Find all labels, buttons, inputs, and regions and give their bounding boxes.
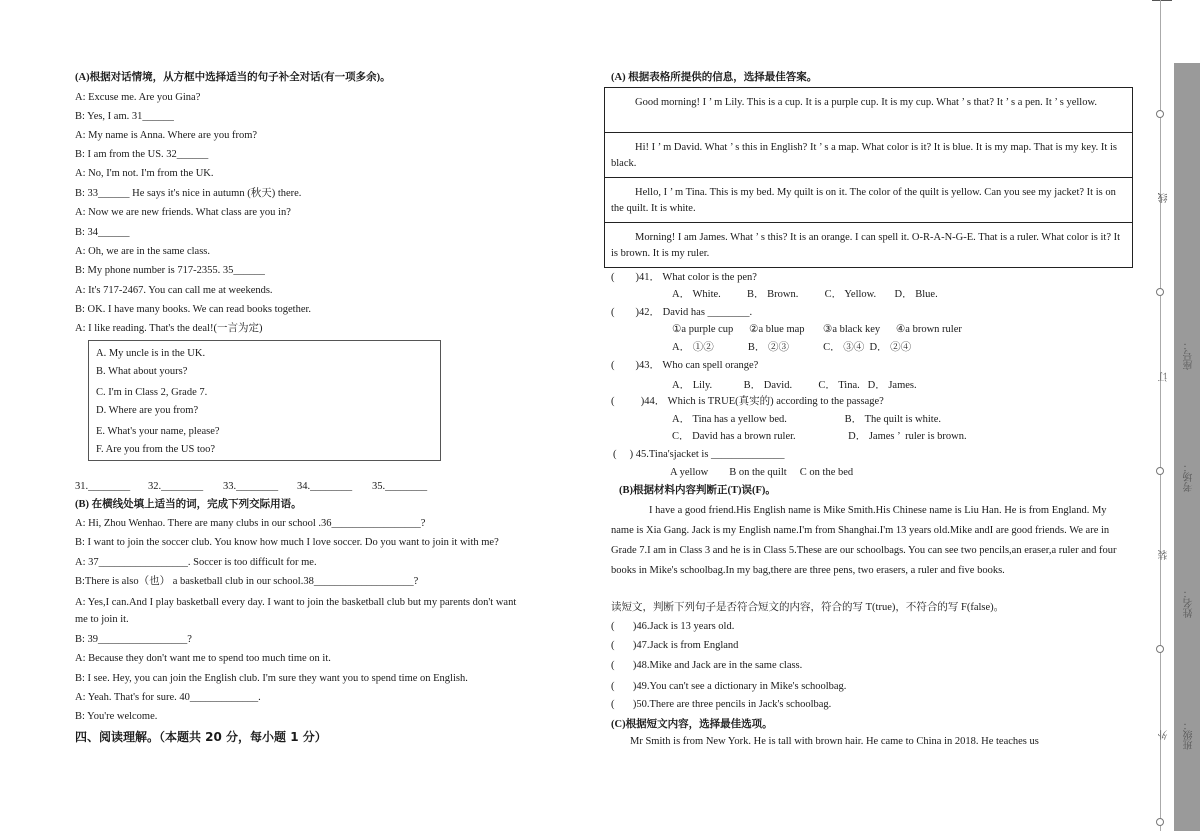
answer-blank: 32.________ (148, 481, 204, 492)
margin-label-line: 线 (1159, 193, 1170, 203)
question-options: A． Lily. B． David. C． Tina. D． James. (672, 380, 917, 391)
dialog-b-line: B: You're welcome. (75, 711, 158, 722)
dialog-line: A: Excuse me. Are you Gina? (75, 92, 201, 103)
dialog-line: B: 34______ (75, 227, 130, 238)
passage-row: Hello, I ’ m Tina. This is my bed. My quilt is on it. The color of the quilt is yellow. Can you see my jacket? It is on the quilt. It is white. (605, 178, 1132, 223)
dialog-line: A: No, I'm not. I'm from the UK. (75, 168, 214, 179)
answer-blank: 34.________ (297, 481, 353, 492)
passages-table (604, 87, 1133, 268)
hole-circle (1156, 645, 1164, 653)
option-item: D. Where are you from? (96, 405, 199, 416)
dialog-line: A: Oh, we are in the same class. (75, 246, 210, 257)
passage-row: Morning! I am James. What ’ s this? It is an orange. I can spell it. O-R-A-N-G-E. That is a ruler. What color is it? It is brown. It is my ruler. (611, 232, 1121, 259)
hole-circle (1156, 288, 1164, 296)
option-item: C. I'm in Class 2, Grade 7. (96, 387, 208, 398)
dialog-line: B: My phone number is 717-2355. 35______ (75, 265, 265, 276)
dialog-b-line: A: Yes,I can.And I play basketball every day. I want to join the basketball club but my parents don't want (75, 597, 517, 608)
dialog-b-line: me to join it. (75, 614, 129, 625)
margin-label-seat: 座号： (1184, 340, 1195, 370)
margin-label-bind: 订 (1159, 372, 1170, 382)
hole-circle (1156, 110, 1164, 118)
dialog-b-line: A: Yeah. That's for sure. 40_____________. (75, 692, 261, 703)
margin-label-install: 装 (1159, 550, 1170, 560)
dialog-line: B: Yes, I am. 31______ (75, 111, 174, 122)
dialog-line: A: Now we are new friends. What class are you in? (75, 207, 291, 218)
option-item: F. Are you from the US too? (96, 444, 216, 455)
dialog-b-line: A: Hi, Zhou Wenhao. There are many clubs in our school .36_________________? (75, 518, 426, 529)
question-options: A． Tina has a yellow bed. B． The quilt is white. (672, 414, 942, 425)
dialog-b-line: B: I want to join the soccer club. You know how much I love soccer. Do you want to join it with me? (75, 537, 499, 548)
option-item: B. What about yours? (96, 366, 188, 377)
dialog-b-line: B: 39_________________? (75, 634, 192, 645)
dialog-line: B: I am from the US. 32______ (75, 149, 209, 160)
section-a-title: (A)根据对话情境，从方框中选择适当的句子补全对话(有一项多余)。 (75, 72, 391, 83)
cut-line (1160, 0, 1161, 831)
dialog-line: A: My name is Anna. Where are you from? (75, 130, 258, 141)
section-4-title: 四、阅读理解。（本题共 20 分，每小题 1 分） (75, 730, 327, 744)
margin-label-outer: 外 (1159, 730, 1170, 740)
dialog-b-line: A: 37_________________. Soccer is too difficult for me. (75, 557, 317, 568)
question: ( )43． Who can spell orange? (611, 360, 759, 371)
question: ( )42． David has ________. (611, 307, 753, 318)
answer-blank: 35.________ (372, 481, 428, 492)
question-options: A． White. B． Brown. C． Yellow. D． Blue. (672, 289, 938, 300)
question: ( )41． What color is the pen? (611, 272, 757, 283)
question: ( ) 45.Tina'sjacket is ______________ (613, 449, 785, 460)
top-rule (1152, 0, 1172, 1)
right-section-b-title: (B)根据材料内容判断正(T)误(F)。 (619, 485, 776, 496)
passage-row: Hi! I ’ m David. What ’ s this in English? It ’ s a map. What color is it? It is blue. It is my map. That is my key. It is black. (605, 133, 1132, 178)
answer-blank: 31.________ (75, 481, 131, 492)
question-items: ①a purple cup ②a blue map ③a black key ④a brown ruler (672, 324, 962, 335)
answer-blank: 33.________ (223, 481, 279, 492)
question-options: A． ①② B． ②③ C． ③④ D． ②④ (672, 342, 912, 353)
dialog-line: A: I like reading. That's the deal!(一言为定) (75, 323, 263, 334)
passage-c: Mr Smith is from New York. He is tall with brown hair. He came to China in 2018. He teaches us (630, 736, 1039, 747)
margin-label-class: 班级： (1184, 720, 1195, 750)
dialog-b-line: B: I see. Hey, you can join the English club. I'm sure they want you to spend time on English. (75, 673, 468, 684)
tf-item: ( )46.Jack is 13 years old. (611, 621, 735, 632)
dialog-b-line: B:There is also（也） a basketball club in our school.38___________________? (75, 576, 419, 587)
question: ( )44． Which is TRUE(真实的) according to the passage? (611, 396, 884, 407)
dialog-line: A: It's 717-2467. You can call me at weekends. (75, 285, 273, 296)
dialog-line: B: OK. I have many books. We can read books together. (75, 304, 312, 315)
margin-label-name: 姓名： (1184, 588, 1195, 618)
options-box (88, 340, 441, 461)
margin-label-room: 考场： (1184, 462, 1195, 492)
passage-b: I have a good friend.His English name is Mike Smith.His Chinese name is Liu Han. He is from England. My name is Xia Gang. Jack is my English name.I'm from Shanghai.I'm 13 years old.Mike andI are good friends. We are in Grade 7.I am in Class 3 and he is in Class 5.These are our schoolbags. You can see two pencils,an eraser,a ruler and four books in Mike's schoolbag.In my bag,there are three pens, two erasers, a ruler and five books. (611, 505, 1117, 576)
dialog-b-line: A: Because they don't want me to spend too much time on it. (75, 653, 331, 664)
right-section-c-title: (C)根据短文内容，选择最佳选项。 (611, 719, 773, 730)
option-item: E. What's your name, please? (96, 426, 220, 437)
tf-item: ( )47.Jack is from England (611, 640, 739, 651)
gray-strip (1174, 63, 1200, 831)
instruction-b: 读短文，判断下列句子是否符合短文的内容，符合的写 T(true)，不符合的写 F(false)。 (611, 602, 1005, 613)
tf-item: ( )49.You can't see a dictionary in Mike's schoolbag. (611, 681, 847, 692)
dialog-line: B: 33______ He says it's nice in autumn (秋天) there. (75, 188, 302, 199)
hole-circle (1156, 467, 1164, 475)
right-section-a-title: (A) 根据表格所提供的信息，选择最佳答案。 (611, 72, 818, 83)
section-b-title: (B) 在横线处填上适当的词，完成下列交际用语。 (75, 499, 302, 510)
option-item: A. My uncle is in the UK. (96, 348, 206, 359)
tf-item: ( )48.Mike and Jack are in the same class. (611, 660, 803, 671)
tf-item: ( )50.There are three pencils in Jack's schoolbag. (611, 699, 832, 710)
question-options: C． David has a brown ruler. D． James ’ ruler is brown. (672, 431, 967, 442)
hole-circle (1156, 818, 1164, 826)
question-options: A yellow B on the quilt C on the bed (670, 467, 854, 478)
passage-row: Good morning! I ’ m Lily. This is a cup. It is a purple cup. It is my cup. What ’ s that? It ’ s a pen. It ’ s yellow. (605, 88, 1132, 133)
